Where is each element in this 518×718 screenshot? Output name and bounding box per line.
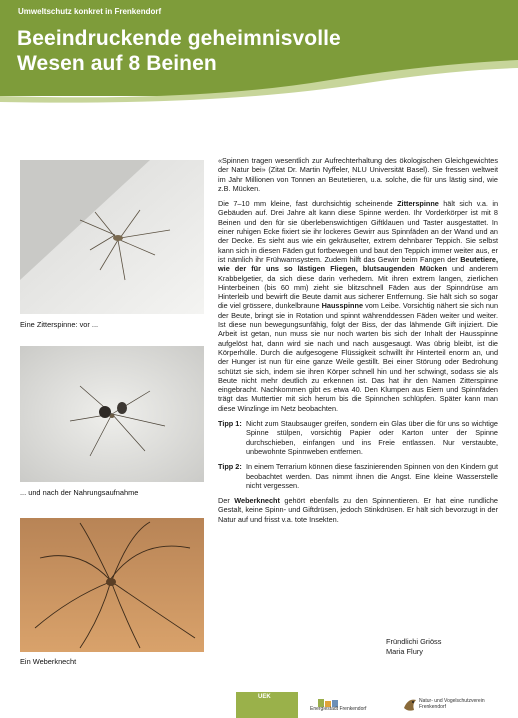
p2-text-a: Die 7–10 mm kleine, fast durchsichtig scheinende: [218, 199, 398, 209]
p3-bold-weberknecht: Weberknecht: [234, 496, 280, 506]
logo-uek: [236, 692, 298, 718]
p3-text-a: Der: [218, 496, 235, 506]
photo-zitterspinne-after: [20, 346, 204, 482]
logo-energiestadt-label: Energiestadt Frenkendorf: [310, 706, 367, 712]
logo-nvv-line-1: Natur- und Vogelschutzverein: [419, 698, 485, 704]
paragraph-weberknecht: [218, 496, 498, 524]
p2-bold-zitterspinne: Zitterspinne: [397, 199, 439, 209]
tip-2-label: Tipp 2:: [218, 462, 242, 472]
caption-photo-3: Ein Weberknecht: [20, 657, 77, 666]
paragraph-zitterspinne: [218, 199, 498, 413]
logo-nvv-line-2: Frenkendorf: [419, 704, 446, 710]
signoff-greeting: Fründlichi Griöss: [386, 637, 442, 646]
tip-1-text: Nicht zum Staubsauger greifen, sondern ein Glas über die für uns so wichtige Spinne stülpen, vorsichtig Papier oder Karton unter der Spinne durchschieben, einfangen und ins Freie entlassen. Nur verstaubte, unbewohnte Spinnweben entfernen.: [246, 419, 498, 456]
logo-nvv-label: [419, 698, 485, 710]
header-kicker: Umweltschutz konkret in Frenkendorf: [18, 7, 162, 16]
p2-bold-hausspinne: Hausspinne: [321, 301, 363, 311]
p2-bold-beutetiere: Beutetiere, wie der für uns so lästigen Fliegen, blutsaugenden Mücken: [218, 254, 498, 274]
header-swoosh: [0, 60, 518, 106]
photo-weberknecht: [20, 518, 204, 652]
signoff-name: Maria Flury: [386, 647, 423, 656]
p2-text-c: hält sich v.a. in Gebäuden auf. Drei Jahre alt kann diese Spinne werden. Ihr Vorderkörper ist mit 8 Beinen und den für sie überlebenswichtigen Giftklauen und Taster ausgestattet. In einer ruhigen Ecke fixiert sie ihr lockeres Gewirr aus Spinnfäden an der Wand und an der Decke. Es sieht aus wie ein gekräuselter, extrem dehnbarer Teppich. Sie selbst kann sich in diesen Fäden gut fortbewegen und baut den Teppich immer weiter aus, er ist nämlich ihr Frühwarnsystem. Zudem hilft das Gewirr beim Fangen der: [218, 199, 499, 264]
bird-icon: [402, 696, 418, 714]
title-line-1: Beeindruckende geheimnisvolle: [17, 27, 341, 50]
tip-2-text: In einem Terrarium können diese faszinierenden Spinnen von den Kindern gut beobachtet werden. Das nimmt ihnen die Angst. Eine kleine Wasserstelle nicht vergessen.: [246, 462, 498, 490]
caption-photo-1: Eine Zitterspinne: vor ...: [20, 320, 99, 329]
p2-text-e: und anderem Krabbelgetier, da sich diese darin verhedern. Mit ihren extrem langen, zierlichen Hinterbeinen (bis 60 mm) zieht sie blitzschnell Fäden aus der Spinndrüse am Hinterleib und bewirft die Beute damit aus sicherer Entfernung. Sie hält sich so sogar die viel grössere, dunkelbraune: [218, 264, 498, 311]
p3-text-c: gehört ebenfalls zu den Spinnentieren. Er hat eine rundliche Gestalt, keine Spinn- und Giftdrüsen, jedoch Stinkdrüsen. Er hält sich bevorzugt in der Natur auf und frisst v.a. tote Insekten.: [218, 496, 498, 524]
tip-1: [218, 419, 498, 456]
article-body: [218, 156, 498, 530]
tip-2: [218, 462, 498, 490]
title-line-2: Wesen auf 8 Beinen: [17, 52, 217, 75]
signoff: [386, 637, 441, 657]
photo-zitterspinne-before: [20, 160, 204, 314]
caption-photo-2: ... und nach der Nahrungsaufnahme: [20, 488, 139, 497]
p2-text-g: vom Leibe. Vorsichtig nähert sie sich nun der Beute, bringt sie in Rotation und spinnt währenddessen Fäden weiter und weiter. Ist diese nun bewegungsunfähig, folgt der Biss, der das lähmende Gift injiziert. Die Arbeit ist getan, nun muss sie nur noch warten bis sich der Inhalt der Hausspinne aufgelöst hat, dann wird sie nach und nach ausgesaugt. Was übrig bleibt, ist die Körperhülle. Durch die aufgesogene Flüssigkeit schwillt ihr Hinterteil enorm an, und der Hunger ist nun für eine ganze Weile gestillt. Bei einer Störung oder Bedrohung schützt sie sich, indem sie ihren Körper schnell hin und her schwingt, sodass sie als Beute nicht mehr deutlich zu erkennen ist. Das hat ihr den Namen Zitterspinne eingebracht. Nachkommen gibt es etwa 40. Den Klumpen aus Eiern und Spinnfäden trägt das Muttertier mit sich herum bis die Spinnchen schlüpfen. Später kann man diese Winzlinge im Netz beobachten.: [218, 301, 498, 413]
logo-uek-text: UEK: [258, 694, 271, 700]
tip-1-label: Tipp 1:: [218, 419, 242, 429]
logo-nvv: [402, 694, 512, 716]
logo-energiestadt: [308, 696, 378, 716]
paragraph-intro: «Spinnen tragen wesentlich zur Aufrechterhaltung des ökologischen Gleichgewichtes der Natur bei» (Zitat Dr. Martin Nyffeler, NLU Universität Basel). Sie fressen weltweit im Jahr Millionen von Tonnen an Beutetieren, u.a. solche, die für uns lästig sind, wie z.B. Mücken.: [218, 156, 498, 193]
